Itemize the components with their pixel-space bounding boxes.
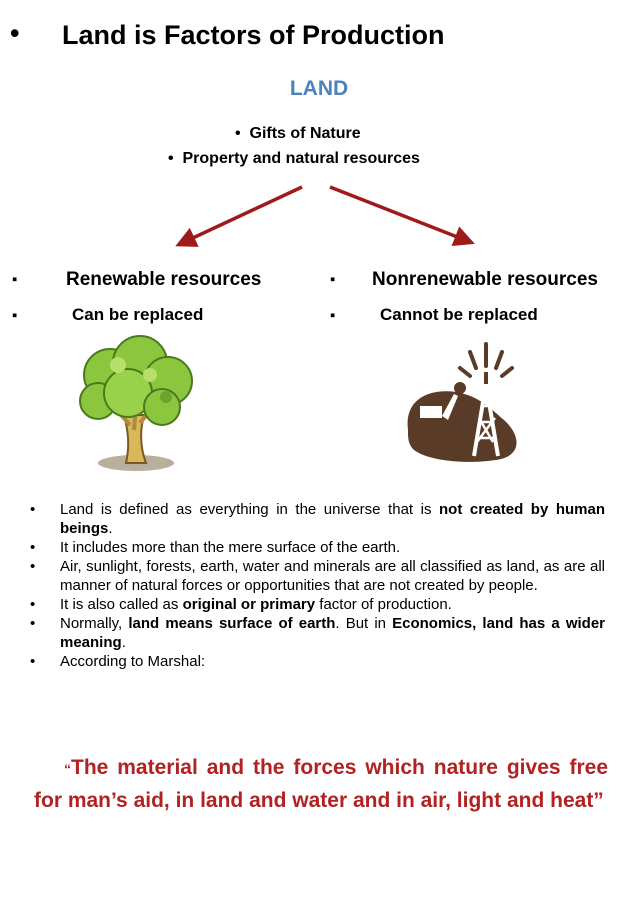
quote-line-1 (30, 752, 608, 785)
renewable-sub: Can be replaced (72, 305, 204, 324)
text: It includes more than the mere surface of the earth. (60, 539, 401, 556)
text: Air, sunlight, forests, earth, water and minerals are all classified as land, as are all manner of natural forces or opportunities that are not created by people. (60, 558, 605, 594)
marshall-quote (30, 752, 608, 816)
text: . (108, 520, 113, 537)
nonrenewable-sub: Cannot be replaced (380, 305, 538, 324)
list-item (30, 614, 605, 652)
bullet: • (30, 596, 36, 613)
bold-text: land means surface of earth (128, 615, 336, 632)
bullet: • (30, 501, 36, 518)
square-marker: ▪ (12, 271, 18, 288)
bullet: • (30, 539, 36, 556)
land-heading: LAND (289, 77, 349, 100)
property-text: Property and natural resources (182, 150, 420, 167)
list-item (30, 500, 605, 538)
facts-list (30, 500, 605, 671)
square-marker: ▪ (12, 307, 18, 324)
list-item (30, 595, 605, 614)
branch-arrows (0, 0, 638, 260)
text: Land is defined as everything in the universe that is (60, 501, 439, 518)
bullet: • (235, 125, 241, 142)
list-item (30, 557, 605, 595)
text: factor of production. (315, 596, 452, 613)
oil-rig-icon (400, 338, 530, 468)
text: . But in (335, 615, 393, 632)
list-item (30, 652, 605, 671)
bullet: • (30, 615, 36, 632)
arrow-left (180, 187, 302, 244)
bold-text: original or primary (182, 596, 316, 613)
text: According to Marshal: (60, 653, 206, 670)
page-title: Land is Factors of Production (62, 20, 445, 50)
quote-line-1-text: The material and the forces which nature gives free (71, 756, 608, 779)
square-marker: ▪ (330, 271, 336, 288)
text: Normally, (60, 615, 129, 632)
text: It is also called as (60, 596, 183, 613)
title-bullet: • (10, 18, 20, 48)
bullet: • (30, 558, 36, 575)
quote-line-2: for man’s aid, in land and water and in air, light and heat” (34, 789, 604, 812)
square-marker: ▪ (330, 307, 336, 324)
list-item (30, 538, 605, 557)
nonrenewable-heading: Nonrenewable resources (372, 269, 598, 290)
arrow-right (330, 187, 470, 242)
gifts-text: Gifts of Nature (249, 125, 361, 142)
tree-icon (70, 335, 200, 475)
bold-text: not created by human beings (60, 501, 605, 537)
bullet: • (168, 150, 174, 167)
open-quote-mark: “ (64, 761, 71, 777)
bold-text: Economics, land has a wider meaning (60, 615, 605, 651)
text: . (121, 634, 126, 651)
bullet: • (30, 653, 36, 670)
renewable-heading: Renewable resources (66, 269, 262, 290)
